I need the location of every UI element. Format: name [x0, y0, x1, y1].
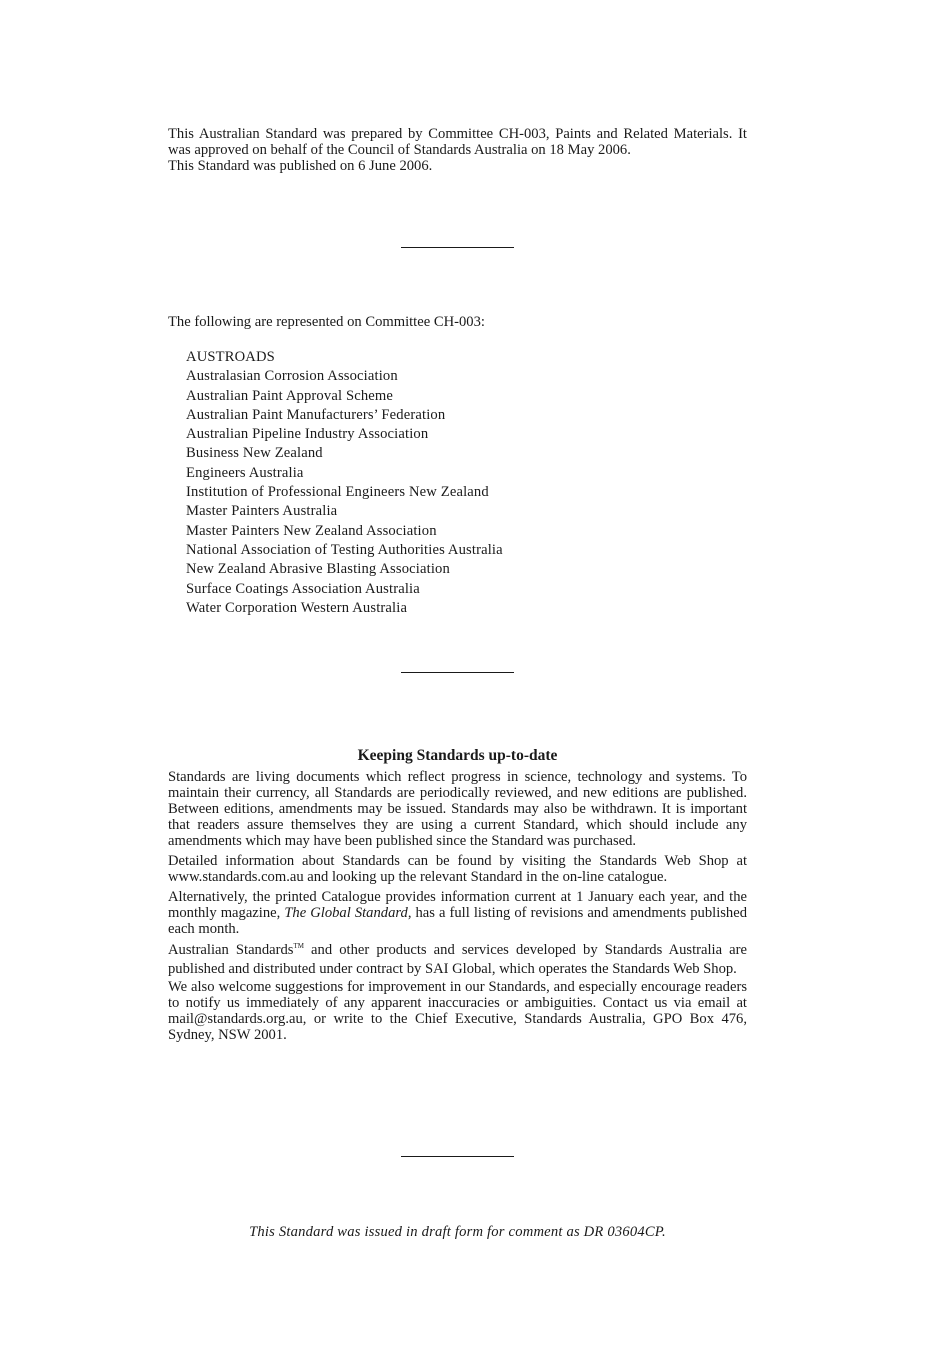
list-item: Surface Coatings Association Australia: [186, 580, 420, 597]
section-divider: [401, 1156, 514, 1157]
draft-note: This Standard was issued in draft form for comment as DR 03604CP.: [249, 1224, 666, 1240]
paragraph: Detailed information about Standards can be found by visiting the Standards Web Shop at www.standards.com.au and looking up the relevant Standard in the on-line catalogue.: [168, 853, 747, 885]
approval-text: This Australian Standard was prepared by Committee CH-003, Paints and Related Materials. It was approved on behalf of the Council of Standards Australia on 18 May 2006.: [168, 126, 747, 158]
keeping-up-to-date-section: [168, 769, 747, 1047]
list-item: Water Corporation Western Australia: [186, 599, 408, 616]
list-item: Engineers Australia: [186, 464, 304, 481]
document-page: [168, 0, 747, 1345]
publication-date-text: This Standard was published on 6 June 2006.: [168, 158, 433, 174]
committee-members-list: [186, 348, 503, 618]
section-divider: [401, 247, 514, 248]
list-item: Australasian Corrosion Association: [186, 368, 398, 385]
publication-title: The Global Standard: [284, 905, 408, 921]
paragraph: We also welcome suggestions for improvement in our Standards, and especially encourage readers to notify us immediately of any apparent inaccuracies or ambiguities. Contact us via email at mail@standards.org.au, or write to the Chief Executive, Standards Australia, GPO Box 476, Sydney, NSW 2001.: [168, 979, 747, 1043]
paragraph: [168, 941, 747, 978]
paragraph-text: Alternatively, the printed Catalogue provides information current at 1 January each year, and the monthly magazine,: [168, 889, 747, 921]
paragraph-text: , has a full listing of revisions and amendments published each month.: [168, 905, 747, 937]
list-item: Business New Zealand: [186, 445, 323, 462]
list-item: National Association of Testing Authorities Australia: [186, 541, 503, 558]
approval-statement: [168, 126, 747, 174]
list-item: Institution of Professional Engineers New Zealand: [186, 484, 489, 501]
list-item: Master Painters New Zealand Association: [186, 522, 437, 539]
trademark-mark: TM: [293, 942, 304, 950]
committee-intro: The following are represented on Committee CH-003:: [168, 314, 485, 330]
list-item: Australian Paint Manufacturers’ Federation: [186, 406, 446, 423]
paragraph: Standards are living documents which reflect progress in science, technology and systems. To maintain their currency, all Standards are periodically reviewed, and new editions are published. Between editions, amendments may be issued. Standards may also be withdrawn. It is important that readers assure themselves they are using a current Standard, which should include any amendments which may have been published since the Standard was purchased.: [168, 769, 747, 849]
paragraph: [168, 889, 747, 937]
section-divider: [401, 672, 514, 673]
list-item: Australian Pipeline Industry Association: [186, 426, 429, 443]
paragraph-text: and other products and services developed by Standards Australia are published and distributed under contract by SAI Global, which operates the Standards Web Shop.: [168, 942, 747, 977]
list-item: AUSTROADS: [186, 349, 275, 365]
list-item: Master Painters Australia: [186, 503, 338, 520]
section-heading: Keeping Standards up-to-date: [357, 747, 558, 764]
paragraph-text: Australian Standards: [168, 942, 294, 958]
list-item: Australian Paint Approval Scheme: [186, 387, 394, 404]
list-item: New Zealand Abrasive Blasting Association: [186, 561, 450, 578]
